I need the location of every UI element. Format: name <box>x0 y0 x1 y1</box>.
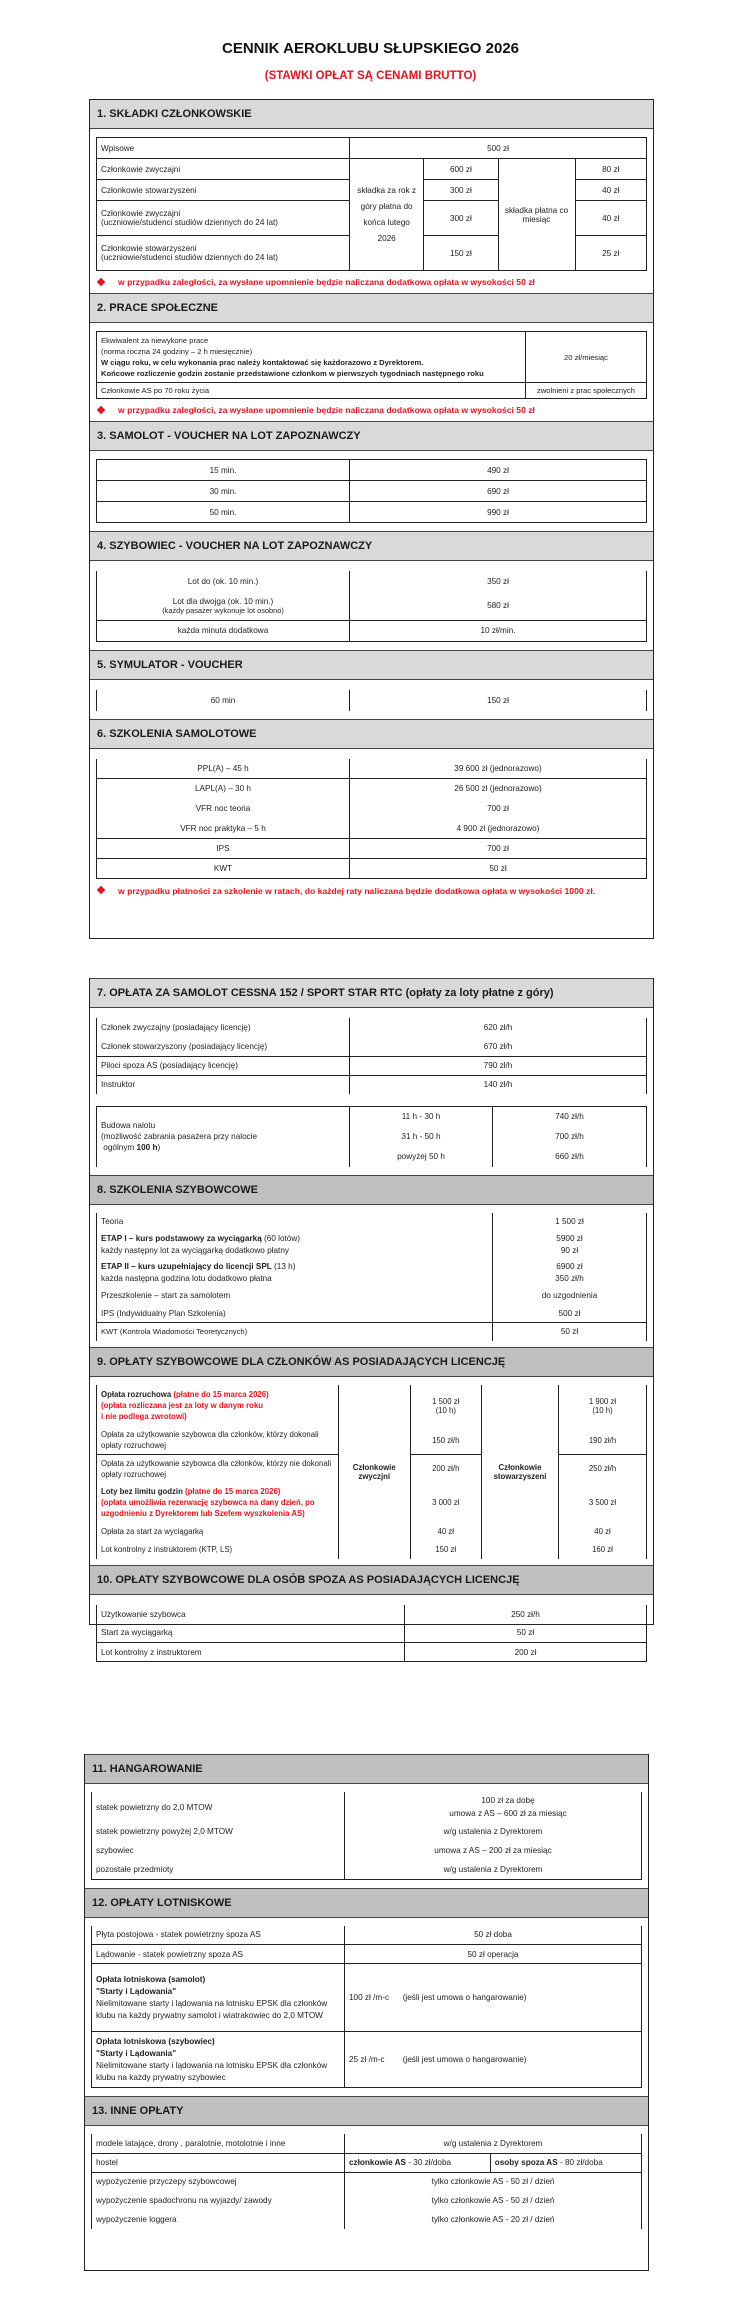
etap1-sub: każdy następny lot za wyciągarką dodatkowo płatny <box>101 1245 289 1255</box>
price-box-3 <box>84 1754 649 2271</box>
hour-building-note-end <box>101 1142 345 1153</box>
startup-fee-note: (opłata rozliczana jest za loty w danym roku <box>101 1401 264 1410</box>
plane-airport-fee-subtitle: "Starty i Lądowania" <box>96 1986 177 1996</box>
fee-label: Użytkowanie szybowca <box>97 1605 405 1624</box>
hangar-item: statek powietrzny do 2,0 MTOW <box>92 1792 345 1822</box>
voucher-price: 350 zł <box>350 571 647 592</box>
other-fee-value: w/g ustalenia z Dyrektorem <box>345 2134 642 2153</box>
training-price: 50 zł <box>350 859 647 879</box>
table-row <box>97 1213 647 1231</box>
fee-value: 200 zł <box>405 1643 647 1662</box>
section-6-heading: 6. SZKOLENIA SAMOLOTOWE <box>90 719 653 749</box>
regular-fee: 3 000 zł <box>410 1483 482 1523</box>
section-12-heading: 12. OPŁATY LOTNISKOWE <box>85 1888 648 1918</box>
table-row <box>97 759 647 779</box>
section-11-heading: 11. HANGAROWANIE <box>85 1754 648 1784</box>
other-fee-label: modele latające, drony , paralotnie, motolotnie i inne <box>92 2134 345 2153</box>
section-9-heading: 9. OPŁATY SZYBOWCOWE DLA CZŁONKÓW AS POSIADAJĄCYCH LICENCJĘ <box>90 1347 653 1377</box>
etap2-title <box>101 1261 488 1273</box>
yearly-fee: 150 zł <box>424 236 498 271</box>
hostel-others-label: osoby spoza AS <box>494 2158 558 2167</box>
airport-fees-table <box>91 1926 642 2089</box>
warning-text: w przypadku zaległości, za wysłane upomnienie będzie naliczana dodatkowa opłata w wysokości 50 zł <box>118 277 535 287</box>
section-10-heading: 10. OPŁATY SZYBOWCOWE DLA OSÓB SPOZA AS POSIADAJĄCYCH LICENCJĘ <box>90 1565 653 1595</box>
table-row <box>97 1018 647 1037</box>
hour-building-label: Budowa nalotu <box>101 1121 156 1131</box>
table-row <box>97 460 647 481</box>
training-price: 700 zł <box>350 839 647 859</box>
voucher-price: 990 zł <box>350 502 647 523</box>
hostel-label: hostel <box>92 2153 345 2172</box>
hourly-rate: 620 zł/h <box>350 1018 647 1037</box>
etap1-bold: ETAP I – kurs podstawowy za wyciągarką <box>101 1233 262 1243</box>
hourly-rate: 670 zł/h <box>350 1037 647 1056</box>
voucher-price: 580 zł <box>350 592 647 620</box>
section-13-heading: 13. INNE OPŁATY <box>85 2096 648 2126</box>
voucher-duration: 15 min. <box>97 460 350 481</box>
voucher-label-cell <box>97 592 350 620</box>
training-price: 50 zł <box>493 1323 647 1341</box>
etap1-price: 5900 zł <box>556 1233 583 1243</box>
member-label-cell <box>97 236 350 271</box>
table-row <box>97 1107 647 1127</box>
table-row <box>92 1945 642 1964</box>
other-fee-label: wypożyczenie przyczepy szybowcowej <box>92 2172 345 2191</box>
training-price: 700 zł <box>350 799 647 819</box>
note-text: ogólnym <box>103 1143 137 1153</box>
plane-airport-fee-desc: Nielimitowane starty i lądowania na lotnisku EPSK dla członków klubu na każdy prywatny samolot i wiatrakowiec do 2,0 MTOW <box>96 1998 328 2020</box>
etap1-cell <box>97 1231 493 1259</box>
yearly-fee-label: składka za rok z góry płatna do końca lutego 2026 <box>350 159 424 271</box>
member-label: Członkowie zwyczajni <box>101 209 181 218</box>
airport-fee-value: 50 zł doba <box>345 1926 642 1945</box>
condition: (jeśli jest umowa o hangarowanie) <box>402 1993 527 2002</box>
etap2-prices <box>493 1259 647 1287</box>
member-label-cell <box>97 201 350 236</box>
etap2-sub-price: 350 zł/h <box>555 1273 584 1283</box>
regular-fee: 150 zł/h <box>410 1427 482 1455</box>
training-price: do uzgodnienia <box>493 1287 647 1305</box>
table-row <box>97 799 647 819</box>
equivalent-instruction: W ciągu roku, w celu wykonania prac należy kontaktować się każdorazowo z Dyrektorem. <box>101 358 424 367</box>
fee-value: 50 zł <box>405 1624 647 1643</box>
unlimited-title <box>101 1486 334 1497</box>
unlimited-deadline: (płatne do 15 marca 2026) <box>182 1487 281 1496</box>
table-row <box>92 2210 642 2229</box>
etap2-cell <box>97 1259 493 1287</box>
glider-member-fees-table <box>96 1385 647 1559</box>
warning-text: w przypadku płatności za szkolenie w ratach, do każdej raty naliczana będzie dodatkowa opłata w wysokości 1000 zł. <box>118 886 596 896</box>
warning-note <box>90 275 653 293</box>
training-name: IPS (Indywidualny Plan Szkolenia) <box>97 1305 493 1323</box>
hangar-item: szybowiec <box>92 1841 345 1860</box>
fee-label: Lot kontrolny z instruktorem <box>97 1643 405 1662</box>
other-fee-value: tylko członkowie AS - 50 zł / dzień <box>345 2172 642 2191</box>
usage-fee-label: Opłata za użytkowanie szybowca dla członków, którzy nie dokonali opłaty rozruchowej <box>97 1455 339 1483</box>
training-name: KWT <box>97 859 350 879</box>
hour-range: powyżej 50 h <box>350 1147 493 1167</box>
member-label: Członkowie stowarzyszeni <box>101 244 197 253</box>
hangar-price: w/g ustalenia z Dyrektorem <box>345 1860 642 1879</box>
associate-fee: 3 500 zł <box>559 1483 647 1523</box>
hangar-price: umowa z AS – 200 zł za miesiąc <box>345 1841 642 1860</box>
wpisowe-value: 500 zł <box>350 138 647 159</box>
training-price: 39 600 zł (jednorazowo) <box>350 759 647 779</box>
section-3-heading: 3. SAMOLOT - VOUCHER NA LOT ZAPOZNAWCZY <box>90 421 653 451</box>
hourly-rate: 700 zł/h <box>493 1127 647 1147</box>
startup-fee-deadline: (płatne do 15 marca 2026) <box>171 1390 269 1399</box>
fee-value: 1 500 zł <box>432 1396 460 1406</box>
section-7-heading: 7. OPŁATA ZA SAMOLOT CESSNA 152 / SPORT STAR RTC (opłaty za loty płatne z góry) <box>90 978 653 1008</box>
training-name: PPL(A) – 45 h <box>97 759 350 779</box>
glider-airport-fee-value <box>345 2032 642 2088</box>
section-4-heading: 4. SZYBOWIEC - VOUCHER NA LOT ZAPOZNAWCZY <box>90 531 653 561</box>
table-row <box>97 159 647 180</box>
usage-fee-label: Opłata za użytkowanie szybowca dla członków, którzy dokonali opłaty rozruchowej <box>97 1427 339 1455</box>
glider-airport-fee-subtitle: "Starty i Lądowania" <box>96 2048 177 2058</box>
hourly-rate: 790 zł/h <box>350 1056 647 1075</box>
diamond-bullet-icon <box>97 886 105 894</box>
fee-label: Start za wyciągarką <box>97 1624 405 1643</box>
table-row <box>92 1822 642 1841</box>
plane-training-table <box>96 759 647 880</box>
monthly-fee: 40 zł <box>575 180 647 201</box>
airport-fee-label: Lądowanie - statek powietrzny spoza AS <box>92 1945 345 1964</box>
glider-airport-fee-desc: Nielimitowane starty i lądowania na lotnisku EPSK dla członków klubu na każdy prywatny szybowiec <box>96 2060 328 2082</box>
hourly-rate: 740 zł/h <box>493 1107 647 1127</box>
training-price: 1 500 zł <box>493 1213 647 1231</box>
table-row <box>92 2153 642 2172</box>
regular-startup-fee <box>410 1385 482 1427</box>
table-row <box>97 1305 647 1323</box>
associate-fee: 160 zł <box>559 1541 647 1559</box>
voucher-label: Lot do (ok. 10 min.) <box>97 571 350 592</box>
table-row <box>97 620 647 641</box>
equivalent-value: 20 zł/miesiąc <box>526 332 647 383</box>
glider-voucher-table <box>96 571 647 642</box>
plane-airport-fee-cell <box>92 1964 345 2032</box>
table-row <box>97 1605 647 1624</box>
note-bold: 100 h <box>136 1143 158 1153</box>
glider-airport-fee-cell <box>92 2032 345 2088</box>
pilot-category: Piloci spoza AS (posiadający licencję) <box>97 1056 350 1075</box>
diamond-bullet-icon <box>97 278 105 286</box>
section-1-heading: 1. SKŁADKI CZŁONKOWSKIE <box>90 100 653 129</box>
price-box-2 <box>89 978 654 1657</box>
hour-building-cell <box>97 1107 350 1167</box>
etap1-rest: (60 lotów) <box>261 1233 301 1243</box>
etap1-title <box>101 1233 488 1245</box>
table-row <box>92 1964 642 2032</box>
table-row <box>97 138 647 159</box>
cessna-fees-table <box>96 1018 647 1094</box>
table-row <box>97 571 647 592</box>
hostel-members-price <box>345 2153 491 2172</box>
etap1-prices <box>493 1231 647 1259</box>
note-text: ) <box>157 1143 161 1153</box>
table-row <box>97 1323 647 1341</box>
regular-fee: 150 zł <box>410 1541 482 1559</box>
regular-members-label: Członkowie zwyczjni <box>339 1385 411 1559</box>
training-name: Przeszkolenie – start za samolotem <box>97 1287 493 1305</box>
table-row <box>97 383 647 399</box>
table-row <box>97 1385 647 1427</box>
table-row <box>92 1860 642 1879</box>
table-row <box>92 1792 642 1822</box>
member-sublabel: (uczniowie/studenci studiów dziennych do 24 lat) <box>101 253 279 262</box>
etap1-sub-price: 90 zł <box>560 1245 579 1255</box>
yearly-fee: 600 zł <box>424 159 498 180</box>
associate-startup-fee <box>559 1385 647 1427</box>
warning-note <box>90 883 653 901</box>
plane-airport-fee-value <box>345 1964 642 2032</box>
equivalent-norm: (norma roczna 24 godziny – 2 h miesięcznie) <box>101 347 253 356</box>
table-row <box>92 2172 642 2191</box>
plane-airport-fee-title: Opłata lotniskowa (samolot) <box>96 1974 206 1984</box>
etap2-rest: (13 h) <box>271 1261 296 1271</box>
senior-label: Członkowie AS po 70 roku życia <box>97 383 526 399</box>
price-box-1 <box>89 99 654 939</box>
startup-fee-label: Opłata rozruchowa <box>101 1390 172 1399</box>
airport-fee-label: Płyta postojowa - statek powietrzny spoza AS <box>92 1926 345 1945</box>
associate-fee: 40 zł <box>559 1523 647 1541</box>
table-row <box>97 1037 647 1056</box>
pilot-category: Członek stowarzyszony (posiadający licencję) <box>97 1037 350 1056</box>
training-price: 500 zł <box>493 1305 647 1323</box>
startup-fee-cell <box>97 1385 339 1427</box>
simulator-duration: 60 min <box>97 690 350 711</box>
hourly-rate: 660 zł/h <box>493 1147 647 1167</box>
training-name: VFR noc praktyka – 5 h <box>97 819 350 839</box>
table-row <box>97 1624 647 1643</box>
equivalent-cell <box>97 332 526 383</box>
hour-range: 11 h - 30 h <box>350 1107 493 1127</box>
regular-fee: 200 zł/h <box>410 1455 482 1483</box>
airport-fee-value: 50 zł operacja <box>345 1945 642 1964</box>
etap2-bold: ETAP II – kurs uzupełniający do licencji SPL <box>101 1261 272 1271</box>
table-row <box>97 332 647 383</box>
training-name: KWT (Kontrola Wiadomości Teoretycznych) <box>97 1323 493 1341</box>
price: 25 zł /m-c <box>349 2055 385 2064</box>
monthly-fee: 25 zł <box>575 236 647 271</box>
voucher-price: 490 zł <box>350 460 647 481</box>
other-fees-table <box>91 2134 642 2229</box>
other-fee-value: tylko członkowie AS - 50 zł / dzień <box>345 2191 642 2210</box>
other-fee-label: wypożyczenie spadochronu na wyjazdy/ zawody <box>92 2191 345 2210</box>
voucher-duration: 50 min. <box>97 502 350 523</box>
monthly-fee: 40 zł <box>575 201 647 236</box>
hourly-rate: 140 zł/h <box>350 1075 647 1094</box>
training-name: VFR noc teoria <box>97 799 350 819</box>
voucher-label: Lot dla dwojga (ok. 10 min.) <box>172 596 274 606</box>
section-5-heading: 5. SYMULATOR - VOUCHER <box>90 650 653 680</box>
table-row <box>92 2191 642 2210</box>
associate-fee: 190 zł/h <box>559 1427 647 1455</box>
table-row <box>97 690 647 711</box>
etap2-sub: każda następna godzina lotu dodatkowo płatna <box>101 1273 272 1283</box>
monthly-fee-label: składka płatna co miesiąc <box>498 159 575 271</box>
wpisowe-label: Wpisowe <box>97 138 350 159</box>
regular-fee: 40 zł <box>410 1523 482 1541</box>
fee-hours: (10 h) <box>592 1405 613 1415</box>
table-row <box>92 1926 642 1945</box>
voucher-sublabel: (każdy pasażer wykonuje lot osobno) <box>162 605 284 615</box>
voucher-price: 690 zł <box>350 481 647 502</box>
glider-training-table <box>96 1213 647 1341</box>
table-row <box>97 1287 647 1305</box>
member-sublabel: (uczniowie/studenci studiów dziennych do 24 lat) <box>101 218 279 227</box>
training-name: Teoria <box>97 1213 493 1231</box>
table-row <box>97 1231 647 1259</box>
document-title: CENNIK AEROKLUBU SŁUPSKIEGO 2026 <box>222 40 519 57</box>
hangar-item: pozostałe przedmioty <box>92 1860 345 1879</box>
table-row <box>97 481 647 502</box>
training-price: 26 500 zł (jednorazowo) <box>350 779 647 799</box>
pilot-category: Członek zwyczajny (posiadający licencję) <box>97 1018 350 1037</box>
etap2-price: 6900 zł <box>556 1261 583 1271</box>
hostel-members-value: - 30 zł/doba <box>406 2158 452 2167</box>
yearly-fee: 300 zł <box>424 180 498 201</box>
fee-value: 250 zł/h <box>405 1605 647 1624</box>
voucher-duration: 30 min. <box>97 481 350 502</box>
voucher-label: każda minuta dodatkowa <box>97 620 350 641</box>
winch-launch-label: Opłata za start za wyciągarką <box>97 1523 339 1541</box>
table-row <box>97 1259 647 1287</box>
hostel-others-value: - 80 zł/doba <box>557 2158 603 2167</box>
condition: (jeśli jest umowa o hangarowanie) <box>402 2055 527 2064</box>
training-name: IPS <box>97 839 350 859</box>
hostel-members-label: członkowie AS <box>349 2158 407 2167</box>
other-fee-label: wypożyczenie loggera <box>92 2210 345 2229</box>
table-row <box>97 1075 647 1094</box>
table-row <box>92 1841 642 1860</box>
equivalent-settlement: Końcowe rozliczenie godzin zostanie przedstawione członkom w pierwszych tygodniach następnego roku <box>101 369 484 378</box>
table-row <box>97 839 647 859</box>
hour-range: 31 h - 50 h <box>350 1127 493 1147</box>
unlimited-note: (opłata umożliwia rezerwację szybowca na dany dzień, po uzgodnieniu z Dyrektorem lub Szefem wyszkolenia AS) <box>101 1498 315 1518</box>
training-price: 4 900 zł (jednorazowo) <box>350 819 647 839</box>
diamond-bullet-icon <box>97 406 105 414</box>
voucher-price: 10 zł/min. <box>350 620 647 641</box>
hostel-others-price <box>490 2153 641 2172</box>
hour-building-table <box>96 1106 647 1167</box>
glider-airport-fee-title: Opłata lotniskowa (szybowiec) <box>96 2036 215 2046</box>
equivalent-label: Ekwiwalent za niewykone prace <box>101 336 209 345</box>
check-flight-label: Lot kontrolny z instruktorem (KTP, LS) <box>97 1541 339 1559</box>
warning-text: w przypadku zaległości, za wysłane upomnienie będzie naliczana dodatkowa opłata w wysokości 50 zł <box>118 405 535 415</box>
fee-hours: (10 h) <box>435 1405 456 1415</box>
table-row <box>97 1056 647 1075</box>
monthly-fee: 80 zł <box>575 159 647 180</box>
fee-value: 1 900 zł <box>588 1396 617 1406</box>
hangar-item: statek powietrzny powyżej 2,0 MTOW <box>92 1822 345 1841</box>
warning-note <box>90 403 653 421</box>
glider-external-fees-table <box>96 1605 647 1663</box>
table-row <box>97 592 647 620</box>
member-label: Członkowie zwyczajni <box>97 159 350 180</box>
table-row <box>97 502 647 523</box>
senior-value: zwolnieni z prac społecznych <box>526 383 647 399</box>
unlimited-cell <box>97 1483 339 1523</box>
table-row <box>97 859 647 879</box>
hangar-monthly-price: umowa z AS – 600 zł za miesiąc <box>449 1809 567 1818</box>
document-subtitle: (STAWKI OPŁAT SĄ CENAMI BRUTTO) <box>264 70 477 82</box>
hour-building-note: (możliwość zabrania pasażera przy nalocie <box>101 1132 258 1142</box>
plane-voucher-table <box>96 459 647 523</box>
simulator-voucher-table <box>96 690 647 711</box>
startup-fee-note: i nie podlega zwrotowi) <box>101 1412 187 1421</box>
hangar-price-cell <box>345 1792 642 1822</box>
other-fee-value: tylko członkowie AS - 20 zł / dzień <box>345 2210 642 2229</box>
unlimited-label: Loty bez limitu godzin <box>101 1487 183 1496</box>
hangar-daily-price: 100 zł za dobę <box>481 1796 535 1805</box>
simulator-price: 150 zł <box>350 690 647 711</box>
table-row <box>97 819 647 839</box>
social-work-table <box>96 331 647 399</box>
table-row <box>92 2032 642 2088</box>
table-row <box>97 779 647 799</box>
hangar-price: w/g ustalenia z Dyrektorem <box>345 1822 642 1841</box>
price: 100 zł /m-c <box>349 1993 390 2002</box>
training-name: LAPL(A) – 30 h <box>97 779 350 799</box>
table-row <box>97 1643 647 1662</box>
hangar-table <box>91 1792 642 1880</box>
associate-members-label: Członkowie stowarzyszeni <box>482 1385 559 1559</box>
yearly-fee: 300 zł <box>424 201 498 236</box>
associate-fee: 250 zł/h <box>559 1455 647 1483</box>
pilot-category: Instruktor <box>97 1075 350 1094</box>
startup-fee-title <box>101 1389 334 1400</box>
section-2-heading: 2. PRACE SPOŁECZNE <box>90 293 653 323</box>
member-label: Członkowie stowarzyszeni <box>97 180 350 201</box>
membership-fees-table <box>96 137 647 271</box>
section-8-heading: 8. SZKOLENIA SZYBOWCOWE <box>90 1175 653 1205</box>
table-row <box>92 2134 642 2153</box>
